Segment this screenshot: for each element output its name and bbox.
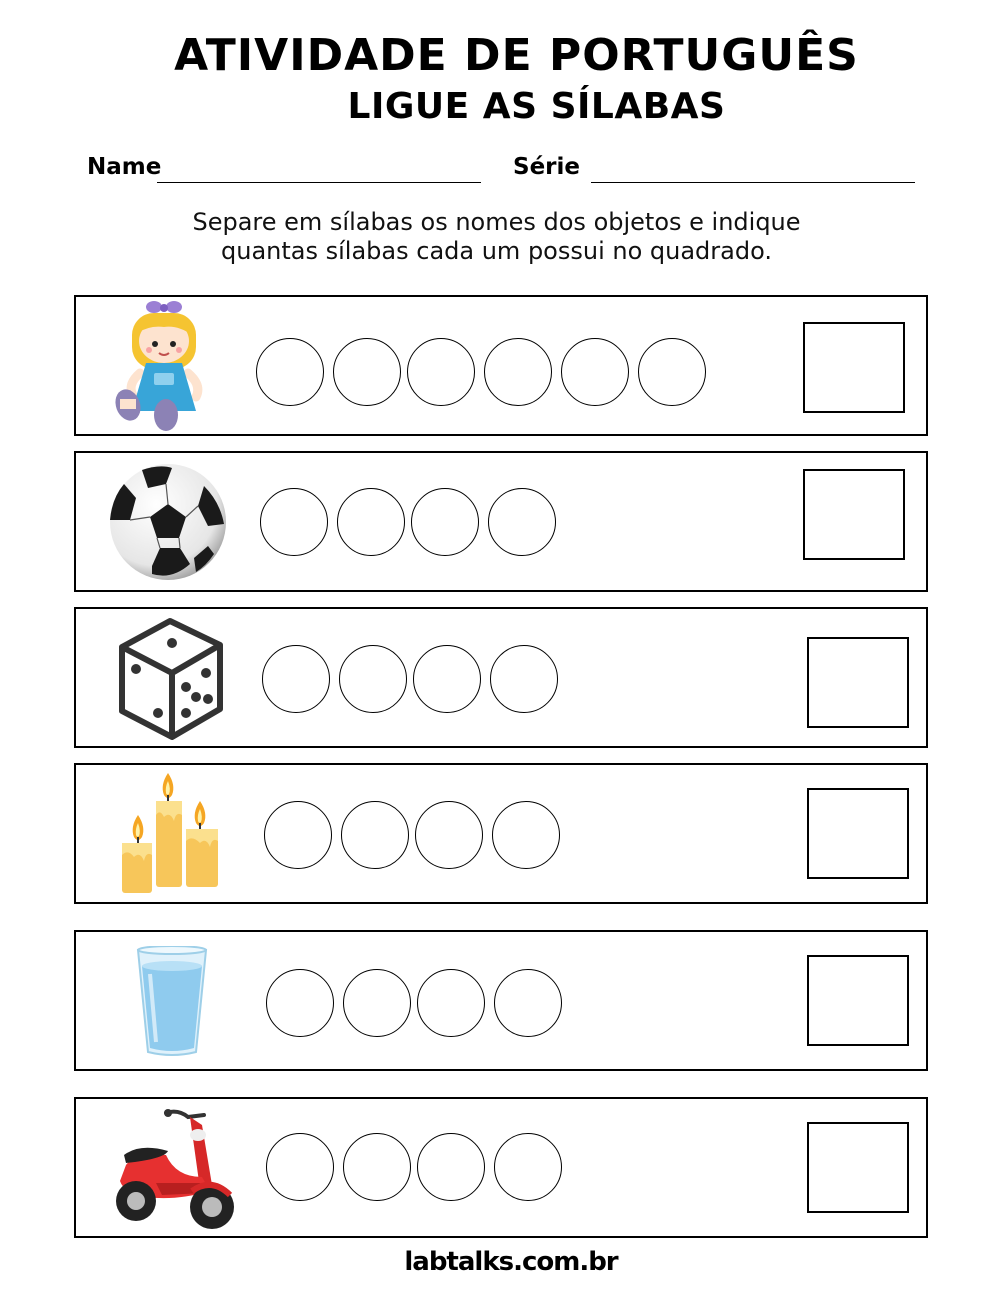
syllable-circle[interactable] [492, 801, 560, 869]
exercise-row-ball [74, 451, 928, 592]
syllable-circle[interactable] [488, 488, 556, 556]
syllable-circle[interactable] [333, 338, 401, 406]
exercise-row-scooter [74, 1097, 928, 1238]
syllable-circle[interactable] [411, 488, 479, 556]
syllable-circle[interactable] [339, 645, 407, 713]
doll-icon [106, 297, 216, 433]
syllable-circle[interactable] [341, 801, 409, 869]
glass-of-water-icon [134, 946, 210, 1058]
serie-label: Série [513, 154, 580, 180]
syllable-circle[interactable] [417, 1133, 485, 1201]
exercise-row-candles [74, 763, 928, 904]
syllable-count-box[interactable] [807, 955, 909, 1046]
syllable-count-box[interactable] [807, 788, 909, 879]
syllable-circle[interactable] [264, 801, 332, 869]
page-title: ATIVIDADE DE PORTUGUÊS [174, 30, 859, 81]
syllable-circle[interactable] [262, 645, 330, 713]
syllable-circle[interactable] [266, 969, 334, 1037]
syllable-circle[interactable] [343, 1133, 411, 1201]
syllable-circle[interactable] [256, 338, 324, 406]
serie-field[interactable] [591, 182, 915, 183]
syllable-count-box[interactable] [807, 1122, 909, 1213]
syllable-circle[interactable] [484, 338, 552, 406]
scooter-icon [106, 1105, 240, 1231]
candles-icon [116, 771, 222, 897]
exercise-row-glass [74, 930, 928, 1071]
syllable-circle[interactable] [266, 1133, 334, 1201]
soccer-ball-icon [108, 462, 228, 582]
page-subtitle: LIGUE AS SÍLABAS [347, 86, 726, 127]
instructions [0, 208, 993, 266]
instructions-line-2: quantas sílabas cada um possui no quadrado. [221, 237, 772, 265]
dice-icon [116, 617, 228, 741]
exercise-row-doll [74, 295, 928, 436]
syllable-count-box[interactable] [803, 469, 905, 560]
syllable-circle[interactable] [407, 338, 475, 406]
syllable-circle[interactable] [337, 488, 405, 556]
syllable-circle[interactable] [494, 1133, 562, 1201]
syllable-circle[interactable] [413, 645, 481, 713]
syllable-circle[interactable] [260, 488, 328, 556]
syllable-count-box[interactable] [807, 637, 909, 728]
exercise-row-dice [74, 607, 928, 748]
syllable-circle[interactable] [638, 338, 706, 406]
syllable-circle[interactable] [490, 645, 558, 713]
syllable-circle[interactable] [415, 801, 483, 869]
syllable-circle[interactable] [417, 969, 485, 1037]
syllable-circle[interactable] [494, 969, 562, 1037]
syllable-circle[interactable] [561, 338, 629, 406]
syllable-circle[interactable] [343, 969, 411, 1037]
footer-site: labtalks.com.br [404, 1247, 618, 1277]
syllable-count-box[interactable] [803, 322, 905, 413]
instructions-line-1: Separe em sílabas os nomes dos objetos e indique [192, 208, 801, 236]
name-field[interactable] [157, 182, 481, 183]
name-label: Name [87, 154, 162, 180]
